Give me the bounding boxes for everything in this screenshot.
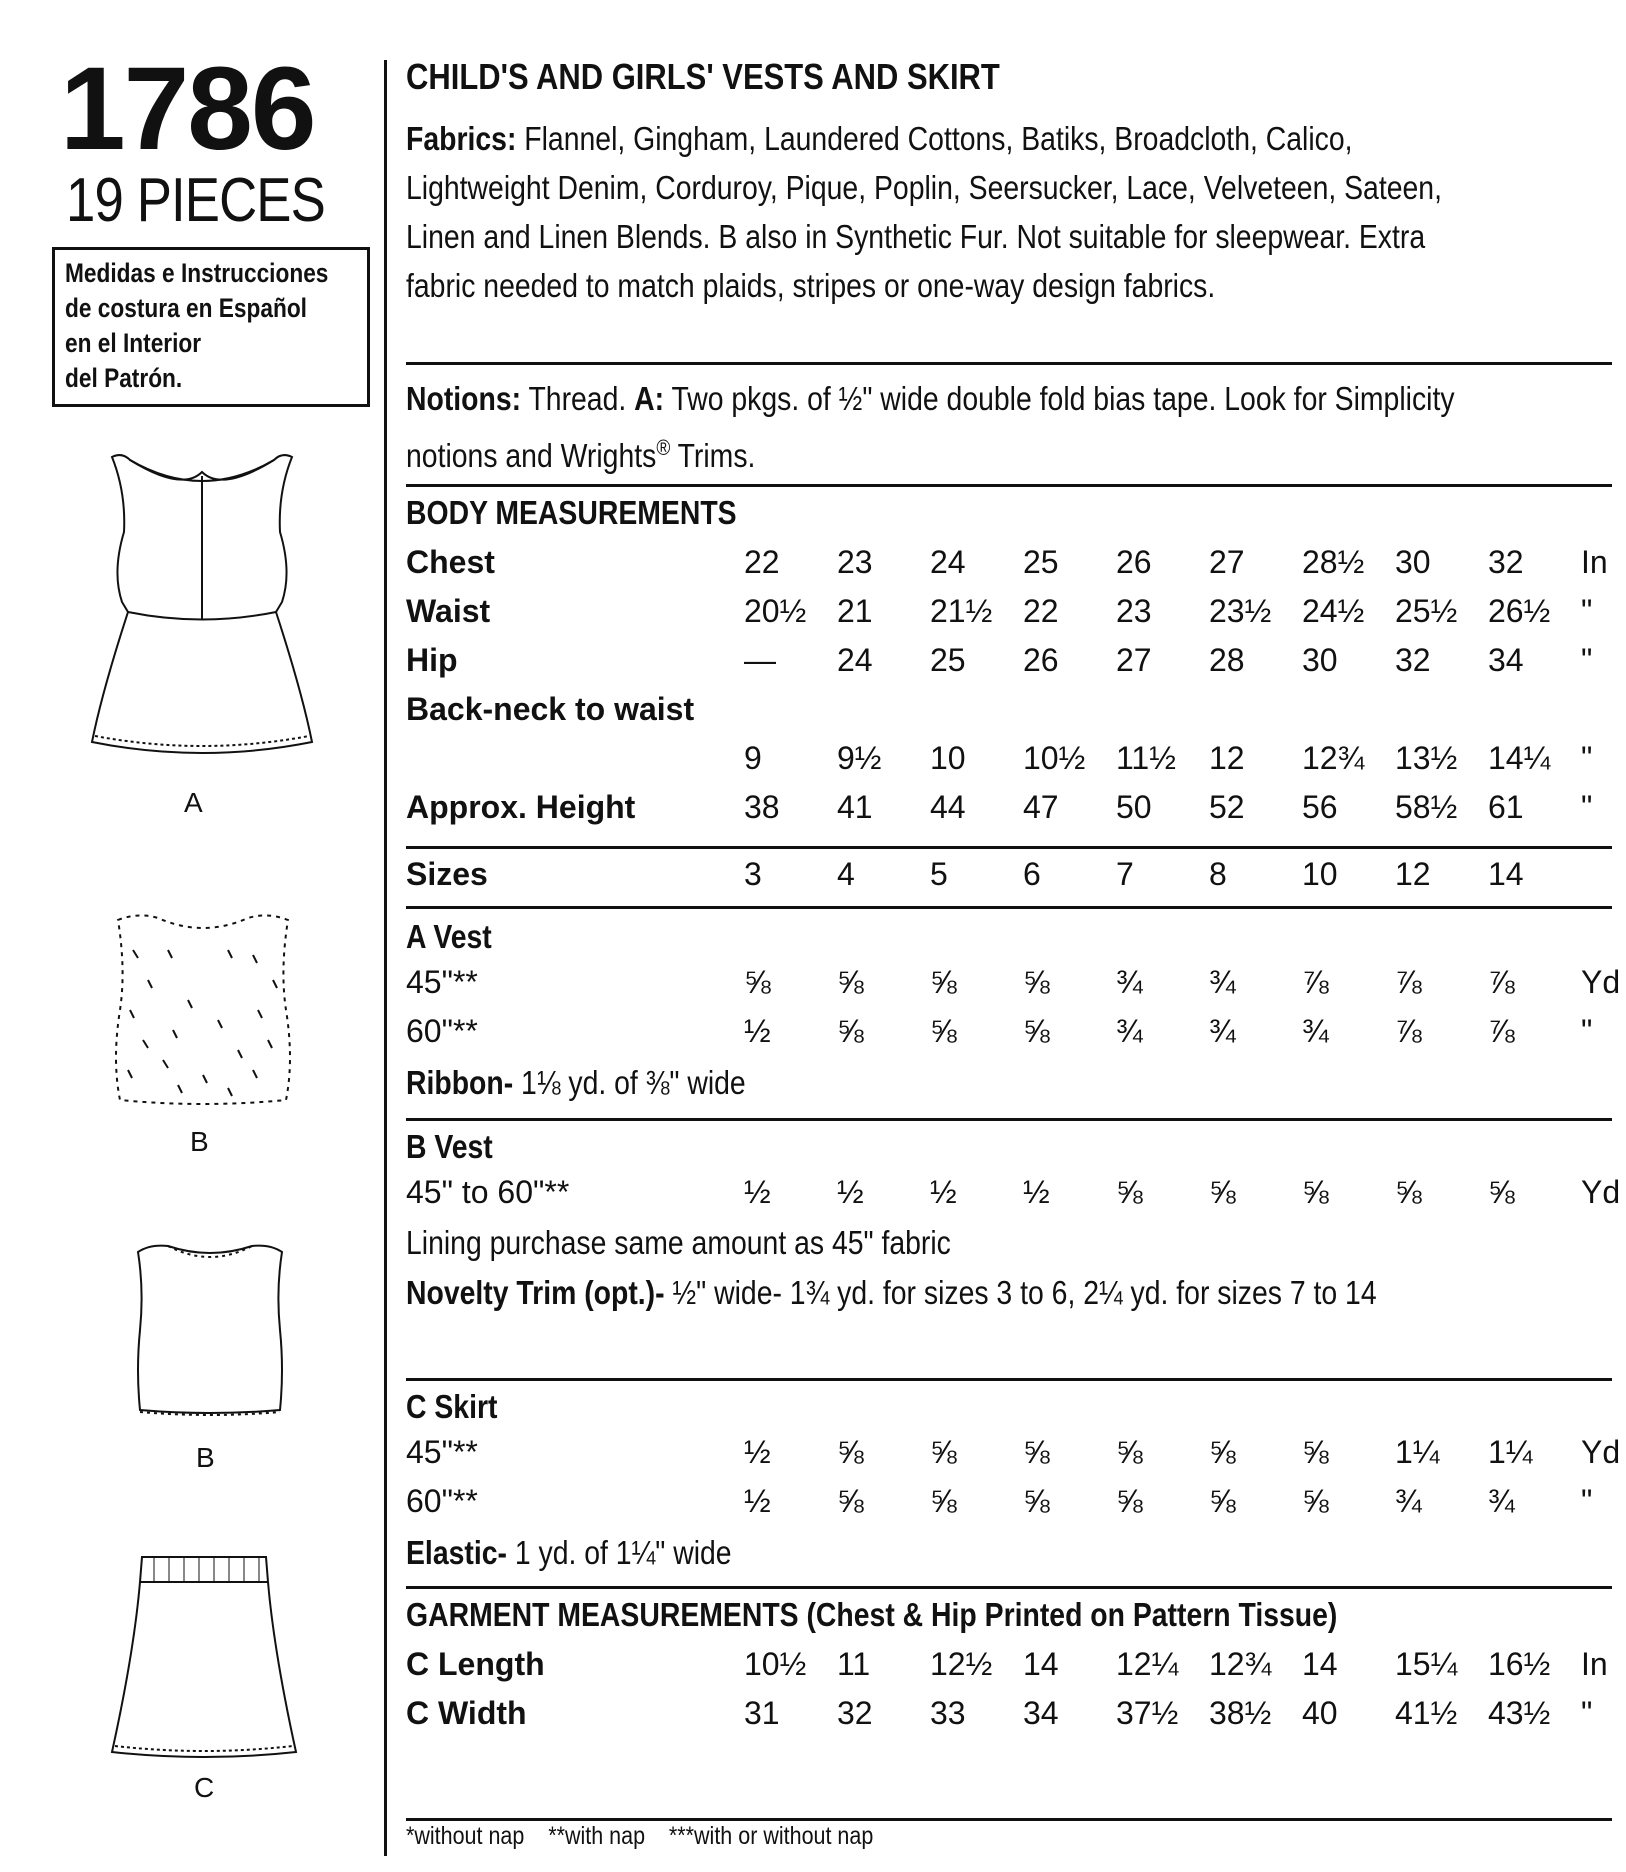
ribbon-text: 1⅛ yd. of ⅜" wide (513, 1064, 746, 1101)
table-row (406, 538, 1621, 587)
value-cell: ¾ (1488, 1483, 1515, 1519)
unit-cell: " (1581, 593, 1593, 629)
value-cell: ¾ (1302, 1013, 1329, 1049)
value-cell: 1¼ (1395, 1434, 1440, 1470)
divider (406, 362, 1612, 365)
trim-label: Novelty Trim (opt.)- (406, 1274, 665, 1311)
value-cell: 26 (1023, 642, 1059, 678)
value-cell: ½ (744, 1434, 771, 1470)
divider (406, 906, 1612, 909)
value-cell: 11½ (1116, 740, 1176, 776)
value-cell: 3 (744, 856, 762, 892)
divider (406, 1378, 1612, 1381)
table-row (406, 958, 1621, 1007)
value-cell: 12¾ (1209, 1646, 1272, 1682)
value-cell: ⅝ (837, 964, 864, 1000)
value-cell: ⅝ (930, 1483, 957, 1519)
value-cell: 50 (1116, 789, 1152, 825)
value-cell: ⅞ (1395, 964, 1422, 1000)
value-cell: 16½ (1488, 1646, 1551, 1682)
row-label: 45"** (406, 1434, 478, 1470)
value-cell: 14 (1023, 1646, 1059, 1682)
value-cell: ⅞ (1488, 964, 1515, 1000)
value-cell: 30 (1395, 544, 1431, 580)
value-cell: 24½ (1302, 593, 1365, 629)
value-cell: ⅝ (1209, 1483, 1236, 1519)
body-measurements-heading: BODY MEASUREMENTS (406, 494, 737, 531)
table-row (406, 685, 1621, 734)
row-label: Hip (406, 642, 458, 678)
value-cell: 34 (1488, 642, 1524, 678)
lining-note: Lining purchase same amount as 45" fabric (406, 1224, 951, 1261)
ribbon-note (406, 1058, 1443, 1107)
unit-cell: Yd (1581, 1434, 1621, 1470)
row-label (406, 734, 744, 783)
value-cell: 47 (1023, 789, 1059, 825)
value-cell: ⅝ (1023, 1013, 1050, 1049)
c-skirt-heading: C Skirt (406, 1388, 498, 1425)
notions-view-a: A: (634, 380, 665, 417)
value-cell: 8 (1209, 856, 1227, 892)
value-cell: 27 (1116, 642, 1152, 678)
table-row (406, 1689, 1621, 1738)
value-cell: 30 (1302, 642, 1338, 678)
unit-cell: In (1581, 544, 1608, 580)
value-cell: 41½ (1395, 1695, 1458, 1731)
value-cell: 6 (1023, 856, 1041, 892)
value-cell: 43½ (1488, 1695, 1551, 1731)
value-cell: 41 (837, 789, 873, 825)
value-cell: ⅝ (1395, 1174, 1422, 1210)
value-cell: 22 (744, 544, 780, 580)
skirt-icon (104, 1552, 304, 1762)
row-label: 60"** (406, 1483, 478, 1519)
body-measurements-table (406, 538, 1621, 832)
value-cell: 12¼ (1116, 1646, 1179, 1682)
table-row (406, 850, 1621, 899)
pieces-count: 19 PIECES (66, 166, 325, 235)
pattern-number: 1786 (60, 43, 315, 175)
value-cell: 61 (1488, 789, 1524, 825)
spanish-note-line: Medidas e Instrucciones (65, 258, 329, 288)
value-cell: ½ (744, 1483, 771, 1519)
value-cell: 23 (837, 544, 873, 580)
notions-section (406, 374, 1612, 480)
trim-text: ½" wide- 1¾ yd. for sizes 3 to 6, 2¼ yd. for sizes 7 to 14 (664, 1274, 1377, 1311)
garment-measurements-heading: GARMENT MEASUREMENTS (Chest & Hip Printed on Pattern Tissue) (406, 1596, 1338, 1633)
sizes-table (406, 850, 1621, 899)
value-cell: 28 (1209, 642, 1245, 678)
unit-cell: " (1581, 789, 1593, 825)
table-row (406, 587, 1621, 636)
b-vest-table (406, 1168, 1621, 1217)
fabrics-line: fabric needed to match plaids, stripes or one-way design fabrics. (406, 267, 1216, 304)
row-label: Sizes (406, 856, 488, 892)
value-cell: ¾ (1116, 1013, 1143, 1049)
divider (406, 1118, 1612, 1121)
value-cell: ⅝ (1302, 1483, 1329, 1519)
notions-label: Notions: (406, 380, 522, 417)
value-cell: ⅞ (1395, 1013, 1422, 1049)
value-cell: ½ (744, 1174, 771, 1210)
value-cell: 22 (1023, 593, 1059, 629)
value-cell: 31 (744, 1695, 780, 1731)
view-label-a: A (184, 787, 203, 818)
table-row (406, 1640, 1621, 1689)
value-cell: 26½ (1488, 593, 1551, 629)
value-cell: ⅝ (837, 1434, 864, 1470)
footnote: *without nap **with nap ***with or without nap (406, 1822, 874, 1850)
row-label: C Width (406, 1695, 527, 1731)
value-cell: 14 (1488, 856, 1524, 892)
value-cell: 25 (1023, 544, 1059, 580)
value-cell: 32 (1488, 544, 1524, 580)
value-cell: 44 (930, 789, 966, 825)
value-cell: 28½ (1302, 544, 1365, 580)
notions-text: notions and Wrights (406, 437, 657, 474)
row-label: 45" to 60"** (406, 1174, 570, 1210)
value-cell: 15¼ (1395, 1646, 1458, 1682)
value-cell: ½ (837, 1174, 864, 1210)
a-vest-table (406, 958, 1621, 1056)
fabrics-line: Linen and Linen Blends. B also in Synthetic Fur. Not suitable for sleepwear. Extra (406, 218, 1426, 255)
notions-text: Two pkgs. of ½" wide double fold bias tape. Look for Simplicity (664, 380, 1455, 417)
table-row (406, 783, 1621, 832)
value-cell: ⅝ (1488, 1174, 1515, 1210)
value-cell: ⅝ (1116, 1483, 1143, 1519)
value-cell: ⅝ (744, 964, 771, 1000)
value-cell: 14 (1302, 1646, 1338, 1682)
value-cell: 32 (1395, 642, 1431, 678)
spanish-instructions-box (52, 247, 370, 407)
divider (406, 846, 1612, 849)
value-cell: 13½ (1395, 740, 1458, 776)
c-skirt-table (406, 1428, 1621, 1526)
value-cell: 37½ (1116, 1695, 1179, 1731)
value-cell: 25½ (1395, 593, 1458, 629)
divider (406, 484, 1612, 487)
value-cell: 10½ (1023, 740, 1086, 776)
value-cell: 38½ (1209, 1695, 1272, 1731)
fabrics-label: Fabrics: (406, 120, 517, 157)
fabrics-section (406, 114, 1612, 310)
value-cell: 33 (930, 1695, 966, 1731)
divider (406, 1818, 1612, 1821)
spanish-note-line: de costura en Español (65, 293, 307, 323)
value-cell: 11 (837, 1646, 871, 1682)
elastic-label: Elastic- (406, 1534, 507, 1571)
value-cell: 9½ (837, 740, 882, 776)
table-row (406, 1477, 1621, 1526)
value-cell: ½ (1023, 1174, 1050, 1210)
value-cell: 21½ (930, 593, 993, 629)
elastic-text: 1 yd. of 1¼" wide (506, 1534, 732, 1571)
peplum-vest-icon (82, 452, 322, 762)
table-row (406, 1428, 1621, 1477)
value-cell: ⅝ (1116, 1174, 1143, 1210)
value-cell: 52 (1209, 789, 1245, 825)
value-cell: ⅝ (1023, 1434, 1050, 1470)
value-cell: ⅝ (1302, 1434, 1329, 1470)
unit-cell: Yd (1581, 964, 1621, 1000)
ribbon-label: Ribbon- (406, 1064, 514, 1101)
unit-cell: " (1581, 642, 1593, 678)
value-cell: ⅞ (1302, 964, 1329, 1000)
divider (406, 1586, 1612, 1589)
spanish-note-line: del Patrón. (65, 363, 183, 393)
value-cell: — (744, 642, 776, 678)
value-cell: 7 (1116, 856, 1134, 892)
value-cell: 12¾ (1302, 740, 1365, 776)
unit-cell (1581, 850, 1621, 899)
trimmed-vest-icon (130, 1240, 290, 1420)
value-cell: ⅝ (837, 1013, 864, 1049)
value-cell: 56 (1302, 789, 1338, 825)
value-cell: 14¼ (1488, 740, 1551, 776)
value-cell: 12 (1209, 740, 1245, 776)
value-cell: 26 (1116, 544, 1152, 580)
row-label: Back-neck to waist (406, 691, 695, 727)
value-cell: ⅞ (1488, 1013, 1515, 1049)
column-divider (384, 60, 387, 1856)
value-cell: 10 (1302, 856, 1338, 892)
value-cell: ⅝ (1023, 964, 1050, 1000)
novelty-trim-note (406, 1268, 1443, 1317)
row-label: 45"** (406, 964, 478, 1000)
table-row (406, 1007, 1621, 1056)
spanish-note-line: en el Interior (65, 328, 202, 358)
value-cell: 21 (837, 593, 873, 629)
value-cell: ⅝ (930, 964, 957, 1000)
value-cell: 24 (930, 544, 966, 580)
value-cell: ½ (744, 1013, 771, 1049)
value-cell: ½ (930, 1174, 957, 1210)
notions-text: Trims. (670, 437, 756, 474)
value-cell: 23½ (1209, 593, 1272, 629)
view-label-b2: B (196, 1442, 215, 1473)
garment-measurements-table (406, 1640, 1621, 1738)
value-cell: 27 (1209, 544, 1245, 580)
value-cell: 4 (837, 856, 855, 892)
unit-cell: Yd (1581, 1174, 1621, 1210)
value-cell: 58½ (1395, 789, 1458, 825)
value-cell: 25 (930, 642, 966, 678)
value-cell: ⅝ (930, 1013, 957, 1049)
notions-text: Thread. (521, 380, 635, 417)
value-cell: 10 (930, 740, 966, 776)
value-cell: 1¼ (1488, 1434, 1533, 1470)
value-cell: 32 (837, 1695, 873, 1731)
table-row (406, 734, 1621, 783)
b-vest-heading: B Vest (406, 1128, 493, 1165)
table-row (406, 1168, 1621, 1217)
table-row (406, 636, 1621, 685)
row-label: Approx. Height (406, 789, 636, 825)
value-cell: 38 (744, 789, 780, 825)
value-cell: 34 (1023, 1695, 1059, 1731)
value-cell: 5 (930, 856, 948, 892)
value-cell: 9 (744, 740, 762, 776)
a-vest-heading: A Vest (406, 918, 492, 955)
value-cell: 20½ (744, 593, 807, 629)
value-cell: ¾ (1209, 1013, 1236, 1049)
value-cell: 23 (1116, 593, 1152, 629)
unit-cell: " (1581, 1013, 1593, 1049)
value-cell: ⅝ (1209, 1434, 1236, 1470)
unit-cell: " (1581, 1483, 1593, 1519)
value-cell: ⅝ (837, 1483, 864, 1519)
value-cell: ¾ (1395, 1483, 1422, 1519)
view-label-c: C (194, 1772, 215, 1803)
row-label: C Length (406, 1646, 545, 1682)
value-cell: ⅝ (1023, 1483, 1050, 1519)
row-label: Chest (406, 544, 495, 580)
pattern-title: CHILD'S AND GIRLS' VESTS AND SKIRT (406, 56, 1000, 97)
unit-cell: " (1581, 740, 1593, 776)
value-cell: ⅝ (1116, 1434, 1143, 1470)
value-cell: 12½ (930, 1646, 993, 1682)
unit-cell: " (1581, 1695, 1593, 1731)
unit-cell: In (1581, 1646, 1608, 1682)
registered-mark: ® (656, 435, 671, 460)
value-cell: ⅝ (930, 1434, 957, 1470)
fabrics-line: Lightweight Denim, Corduroy, Pique, Poplin, Seersucker, Lace, Velveteen, Sateen, (406, 169, 1442, 206)
value-cell: 10½ (744, 1646, 807, 1682)
value-cell: ¾ (1116, 964, 1143, 1000)
value-cell: 40 (1302, 1695, 1338, 1731)
value-cell: ¾ (1209, 964, 1236, 1000)
value-cell: ⅝ (1209, 1174, 1236, 1210)
row-label: Waist (406, 593, 491, 629)
fur-vest-icon (108, 910, 298, 1110)
elastic-note (406, 1528, 1443, 1577)
value-cell: 12 (1395, 856, 1431, 892)
view-label-b: B (190, 1126, 209, 1157)
fabrics-line: Flannel, Gingham, Laundered Cottons, Batiks, Broadcloth, Calico, (524, 120, 1353, 157)
value-cell: 24 (837, 642, 873, 678)
row-label: 60"** (406, 1013, 478, 1049)
value-cell: ⅝ (1302, 1174, 1329, 1210)
